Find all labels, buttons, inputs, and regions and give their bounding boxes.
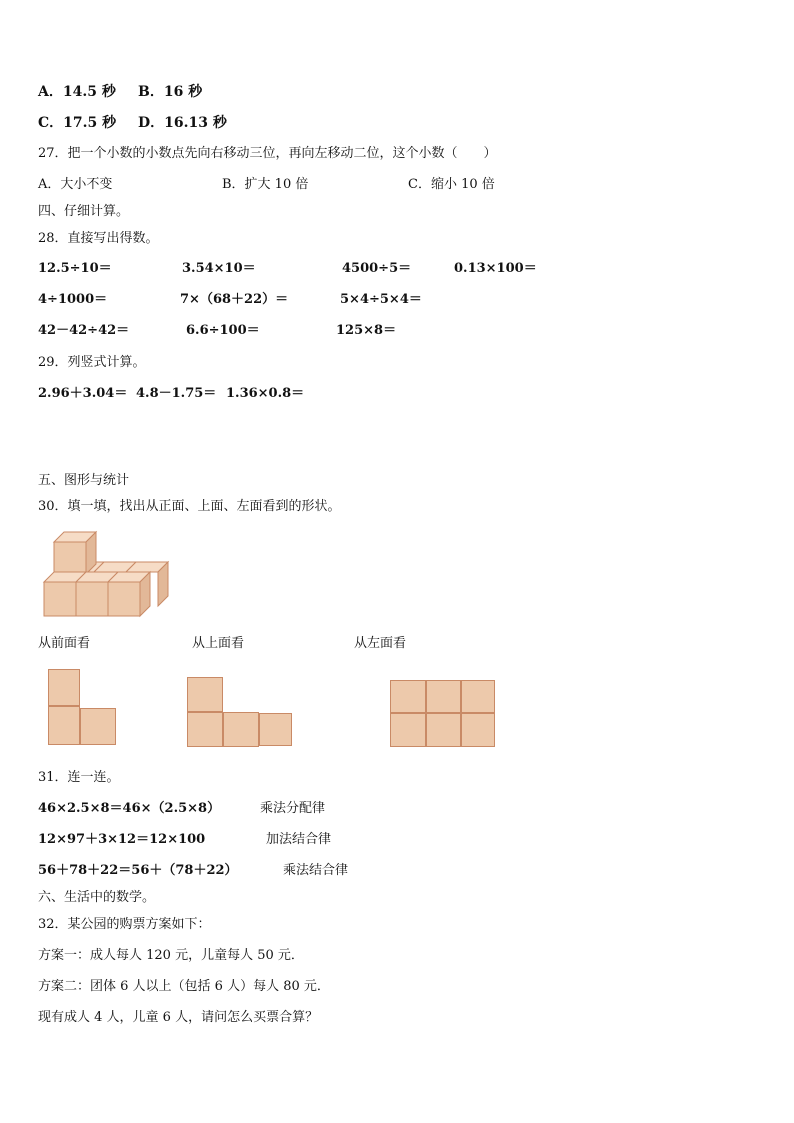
section-six-heading: 六、生活中的数学。 bbox=[38, 890, 156, 905]
q28-item: 12.5÷10＝ bbox=[38, 261, 112, 276]
q32-plan-one: 方案一：成人每人 120 元，儿童每人 50 元． bbox=[38, 948, 304, 963]
view-square bbox=[223, 712, 259, 747]
section-four-heading: 四、仔细计算。 bbox=[38, 204, 130, 219]
view-square bbox=[426, 713, 461, 747]
q31-left-item: 56＋78＋22＝56＋（78＋22） bbox=[38, 863, 238, 878]
q31-right-item: 乘法分配律 bbox=[260, 801, 326, 816]
q28-item: 4500÷5＝ bbox=[342, 261, 412, 276]
view-square bbox=[390, 713, 426, 747]
q31-right-item: 乘法结合律 bbox=[283, 863, 349, 878]
q28-item: 5×4÷5×4＝ bbox=[340, 292, 422, 307]
view-label-front: 从前面看 bbox=[38, 636, 91, 651]
q29-stem: 29．列竖式计算。 bbox=[38, 355, 146, 370]
q28-item: 3.54×10＝ bbox=[182, 261, 256, 276]
q28-item: 0.13×100＝ bbox=[454, 261, 537, 276]
option-letter: B． bbox=[138, 84, 164, 100]
view-square bbox=[48, 669, 80, 706]
q28-item: 42－42÷42＝ bbox=[38, 323, 130, 338]
q31-left-item: 46×2.5×8＝46×（2.5×8） bbox=[38, 801, 221, 816]
q29-item: 4.8－1.75＝ bbox=[136, 386, 217, 401]
view-square bbox=[187, 677, 223, 712]
option-text: 17.5 秒 bbox=[63, 115, 117, 131]
option-letter: C． bbox=[38, 115, 64, 131]
q27-stem: 27．把一个小数的小数点先向右移动三位，再向左移动二位，这个小数（ ） bbox=[38, 146, 497, 161]
view-square bbox=[461, 713, 495, 747]
option-a bbox=[38, 85, 116, 99]
q27-option-c: C．缩小 10 倍 bbox=[408, 177, 495, 192]
q31-right-item: 加法结合律 bbox=[266, 832, 332, 847]
view-label-left: 从左面看 bbox=[354, 636, 407, 651]
view-square bbox=[80, 708, 116, 745]
option-d bbox=[138, 116, 227, 130]
option-b bbox=[138, 85, 202, 99]
option-text: 16.13 秒 bbox=[164, 115, 227, 131]
q31-left-item: 12×97＋3×12＝12×100 bbox=[38, 832, 206, 847]
q27-option-b: B．扩大 10 倍 bbox=[222, 177, 309, 192]
option-letter: D． bbox=[138, 115, 165, 131]
q30-stem: 30．填一填，找出从正面、上面、左面看到的形状。 bbox=[38, 499, 341, 514]
q32-stem: 32．某公园的购票方案如下： bbox=[38, 917, 211, 932]
option-letter: A． bbox=[38, 84, 63, 100]
q32-question: 现有成人 4 人，儿童 6 人，请问怎么买票合算？ bbox=[38, 1010, 319, 1025]
section-five-heading: 五、图形与统计 bbox=[38, 473, 130, 488]
q28-item: 4÷1000＝ bbox=[38, 292, 108, 307]
q29-item: 2.96＋3.04＝ bbox=[38, 386, 128, 401]
option-text: 16 秒 bbox=[163, 84, 203, 100]
view-square bbox=[259, 713, 292, 746]
q28-item: 6.6÷100＝ bbox=[186, 323, 260, 338]
q32-plan-two: 方案二：团体 6 人以上（包括 6 人）每人 80 元． bbox=[38, 979, 330, 994]
view-label-top: 从上面看 bbox=[192, 636, 245, 651]
q27-option-a: A．大小不变 bbox=[38, 177, 113, 192]
q28-item: 7×（68＋22）＝ bbox=[180, 292, 289, 307]
view-square bbox=[426, 680, 461, 713]
q28-stem: 28．直接写出得数。 bbox=[38, 231, 159, 246]
option-c bbox=[38, 116, 116, 130]
view-square bbox=[390, 680, 426, 713]
option-text: 14.5 秒 bbox=[62, 84, 116, 100]
q31-stem: 31．连一连。 bbox=[38, 770, 120, 785]
view-square bbox=[461, 680, 495, 713]
q28-item: 125×8＝ bbox=[336, 323, 397, 338]
cube-stack-illustration bbox=[42, 528, 172, 620]
q29-item: 1.36×0.8＝ bbox=[226, 386, 305, 401]
view-square bbox=[187, 712, 223, 747]
view-square bbox=[48, 706, 80, 745]
